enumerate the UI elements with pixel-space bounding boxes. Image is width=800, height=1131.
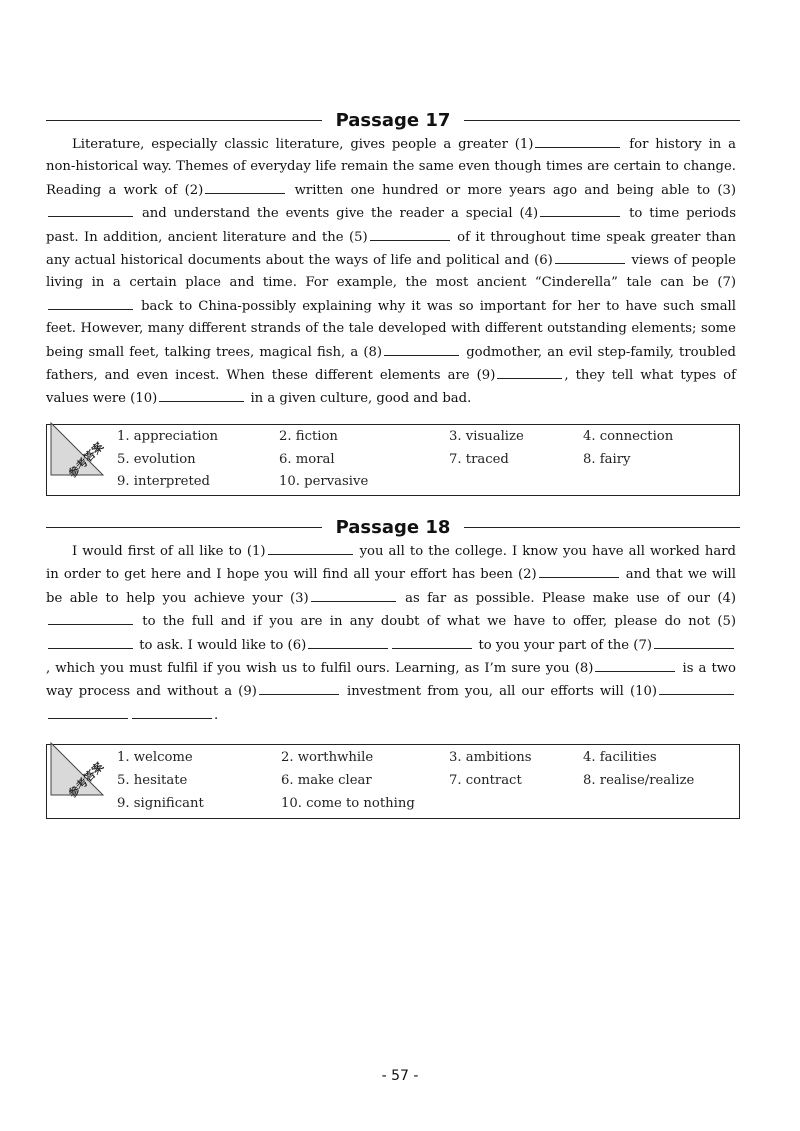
answer-item: 4. facilities — [583, 750, 657, 765]
blank-6a — [308, 634, 388, 649]
blank-1 — [535, 133, 620, 148]
blank-10 — [159, 387, 244, 402]
answer-item: 9. interpreted — [117, 474, 210, 489]
answer-item: 2. fiction — [279, 429, 338, 444]
text-segment: of it throughout time speak greater than any actual historical documents about the ways of life and political and (6) — [46, 229, 736, 269]
blank-2 — [205, 179, 285, 194]
answer-item: 2. worthwhile — [281, 750, 374, 765]
blank-10b — [48, 704, 128, 719]
text-segment: , they tell what types of values were (10) — [46, 368, 737, 407]
text-segment: and understand the events give the reader a special (4) — [135, 206, 539, 222]
reference-answer-stamp-icon — [43, 737, 107, 801]
text-segment: . — [214, 707, 219, 723]
stamp-label: 参考答案 — [65, 439, 107, 481]
reference-answer-stamp-icon — [43, 417, 107, 481]
text-segment: investment from you, all our efforts will (10) — [340, 684, 658, 700]
blank-2 — [539, 563, 619, 578]
answer-item: 8. realise/realize — [583, 773, 695, 788]
text-segment: is a two way process and without a (9) — [46, 661, 736, 700]
answer-item: 4. connection — [583, 429, 674, 444]
answer-item: 10. come to nothing — [281, 796, 415, 811]
answer-item: 5. evolution — [117, 452, 196, 467]
page-number: - 57 - — [381, 1068, 419, 1084]
blank-8 — [595, 657, 675, 672]
passage-17-text — [46, 133, 736, 411]
text-segment: you all to the college. I know you have all worked hard in order to get here and I hope you will find all your effort has been (2) — [46, 544, 736, 583]
title-rule-left — [46, 527, 322, 528]
blank-5 — [48, 634, 133, 649]
blank-5 — [370, 226, 450, 241]
text-segment: godmother, an evil step-family, troubled fathers, and even incest. When these different elements are (9) — [46, 344, 737, 384]
text-segment: to the full and if you are in any doubt of what we have to offer, please do not (5) — [135, 614, 736, 630]
blank-4 — [540, 202, 620, 217]
title-rule-left — [46, 120, 322, 121]
passage-17-title: Passage 17 — [335, 109, 451, 131]
blank-7 — [48, 295, 133, 310]
blank-3 — [311, 587, 396, 602]
answer-item: 5. hesitate — [117, 773, 188, 788]
text-segment: Literature, especially classic literature, gives people a greater (1) — [72, 137, 534, 152]
blank-10c — [132, 704, 212, 719]
answer-item: 7. contract — [449, 773, 522, 788]
passage-17-answer-box — [46, 424, 740, 496]
answer-item: 8. fairy — [583, 452, 631, 467]
text-segment: to ask. I would like to (6) — [135, 637, 307, 653]
text-segment: for history in a non-historical way. Themes of everyday life remain the same even though times are certain to change. Reading a work of (2) — [46, 137, 736, 198]
text-segment: , which you must fulfil if you wish us to fulfil ours. Learning, as I’m sure you (8) — [46, 661, 594, 677]
answer-item: 6. moral — [279, 452, 335, 467]
answer-item: 6. make clear — [281, 773, 372, 788]
blank-6 — [555, 249, 625, 264]
text-segment: to you your part of the (7) — [474, 637, 652, 653]
text-segment: in a given culture, good and bad. — [246, 391, 472, 407]
blank-1 — [268, 540, 353, 555]
stamp-label: 参考答案 — [65, 759, 107, 801]
passage-18-title: Passage 18 — [335, 516, 451, 538]
text-segment: I would first of all like to (1) — [72, 544, 266, 559]
passage-18-answer-box — [46, 744, 740, 819]
blank-9 — [259, 680, 339, 695]
passage-17-title-row — [46, 108, 740, 132]
blank-6b — [392, 634, 472, 649]
answer-item: 1. welcome — [117, 750, 193, 765]
title-rule-right — [464, 120, 740, 121]
answer-item: 3. ambitions — [449, 750, 532, 765]
answer-item: 9. significant — [117, 796, 204, 811]
passage-18-title-row — [46, 515, 740, 539]
text-segment: and that we will be able to help you achieve your (3) — [46, 567, 736, 606]
text-segment: back to China-possibly explaining why it was so important for her to have such small feet. However, many different strands of the tale developed with different outstanding elements; some being small feet, talking trees, magical fish, a (8) — [46, 298, 736, 360]
answer-item: 7. traced — [449, 452, 509, 467]
blank-10a — [659, 680, 734, 695]
answer-item: 10. pervasive — [279, 474, 369, 489]
title-rule-right — [464, 527, 740, 528]
text-segment: as far as possible. Please make use of our (4) — [397, 590, 736, 606]
blank-9 — [497, 364, 562, 379]
answer-item: 3. visualize — [449, 429, 524, 444]
answer-item: 1. appreciation — [117, 429, 219, 444]
text-segment: written one hundred or more years ago and being able to (3) — [287, 182, 737, 198]
blank-3 — [48, 202, 133, 217]
blank-7 — [654, 634, 734, 649]
blank-8 — [384, 341, 459, 356]
blank-4 — [48, 610, 133, 625]
text-segment: to time periods past. In addition, ancient literature and the (5) — [46, 206, 736, 245]
text-segment: views of people living in a certain place and time. For example, the most ancient “Cinderella” tale can be (7) — [46, 253, 736, 291]
passage-18-text — [46, 540, 736, 727]
